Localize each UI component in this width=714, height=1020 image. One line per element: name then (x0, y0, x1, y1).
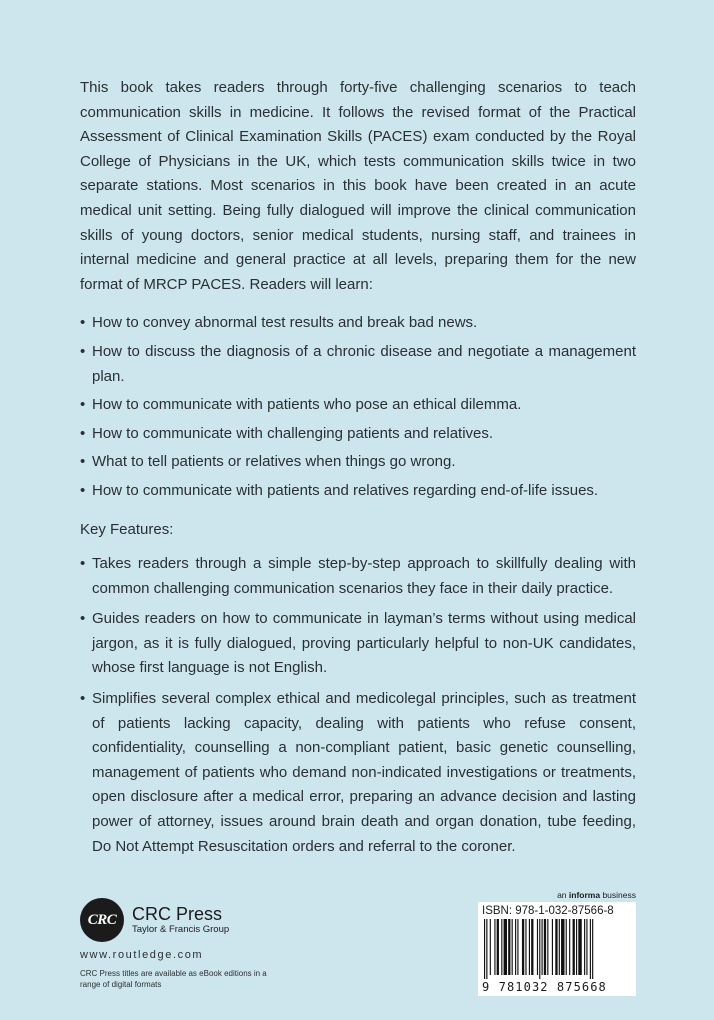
key-features-heading: Key Features: (80, 520, 174, 538)
publisher-logo (80, 898, 300, 942)
list-item: • What to tell patients or relatives when things go wrong. (80, 450, 636, 475)
barcode-bar (486, 919, 487, 979)
key-features-list (80, 552, 636, 859)
publisher-name: CRC Press (132, 903, 223, 924)
barcode-bar (515, 919, 516, 975)
barcode-area (478, 890, 636, 996)
list-item: • Guides readers on how to communicate in layman’s terms without using medical jargon, as it is fully dialogued, proving particularly helpful to non-UK candidates, whose first language is not English. (80, 607, 636, 681)
crc-logo-icon: CRC (80, 898, 124, 942)
publisher-block (80, 898, 300, 990)
barcode-bar (547, 919, 548, 975)
ebook-note: CRC Press titles are available as eBook editions in a range of digital formats (80, 969, 267, 989)
informa-label: an informa business (557, 890, 636, 900)
barcode-bar (586, 919, 587, 975)
list-item: • Simplifies several complex ethical and medicolegal principles, such as treatment of patients lacking capacity, dealing with patients who refuse consent, confidentiality, counselling a non-compliant patient, basic genetic counselling, management of patients who demand non-indicated investigations or treatments, open disclosure after a medical error, preparing an advance decision and lasting power of attorney, issues around brain death and organ donation, tube feeding, Do Not Attempt Resuscitation orders and referral to the coroner. (80, 687, 636, 859)
barcode-bar (555, 919, 557, 975)
barcode-bar (552, 919, 553, 975)
learning-list (80, 311, 636, 503)
barcode-bar (529, 919, 530, 975)
barcode-bar (504, 919, 507, 975)
barcode-bar (544, 919, 546, 975)
barcode-bar (592, 919, 593, 979)
barcode-bar (566, 919, 567, 975)
website-url: www.routledge.com (80, 949, 204, 961)
barcode-bar (569, 919, 570, 975)
barcode-bar (584, 919, 585, 975)
barcode-bar (542, 919, 543, 975)
list-item: • Takes readers through a simple step-by-step approach to skillfully dealing with common challenging communication scenarios they face in their daily practice. (80, 552, 636, 601)
barcode-bar (494, 919, 495, 975)
barcode-bar (497, 919, 499, 975)
publisher-group: Taylor & Francis Group (132, 923, 230, 935)
barcode-bar (576, 919, 577, 975)
barcode-bar (484, 919, 485, 979)
back-cover-text (80, 76, 636, 865)
barcode-bar (525, 919, 526, 975)
list-item: • How to discuss the diagnosis of a chronic disease and negotiate a management plan. (80, 340, 636, 389)
barcode-bar (517, 919, 518, 975)
list-item: • How to communicate with challenging patients and relatives. (80, 422, 636, 447)
barcode-bar (490, 919, 491, 975)
barcode-bar (539, 919, 540, 979)
barcode-bar (559, 919, 560, 975)
barcode-icon (482, 919, 632, 979)
list-item: • How to communicate with patients who pose an ethical dilemma. (80, 393, 636, 418)
barcode-box (478, 902, 636, 996)
barcode-bar (531, 919, 533, 975)
intro-paragraph: This book takes readers through forty-five challenging scenarios to teach communication skills in medicine. It follows the revised format of the Practical Assessment of Clinical Examination Skills (PACES) exam conducted by the Royal College of Physicians in the UK, which tests communication skills twice in two separate stations. Most scenarios in this book have been created in an acute medical unit setting. Being fully dialogued will improve the clinical communication skills of young doctors, senior medical students, nursing staff, and trainees in internal medicine and general practice at all levels, preparing them for the new format of MRCP PACES. Readers will learn: (80, 79, 636, 293)
barcode-number: 9 781032 875668 (482, 980, 607, 994)
list-item: • How to convey abnormal test results and break bad news. (80, 311, 636, 336)
barcode-bar (501, 919, 502, 975)
barcode-bar (578, 919, 581, 975)
barcode-bar (561, 919, 564, 975)
isbn-label: ISBN: 978-1-032-87566-8 (482, 905, 614, 917)
barcode-bar (512, 919, 513, 975)
barcode-bar (508, 919, 510, 975)
barcode-bar (573, 919, 575, 975)
list-item: • How to communicate with patients and relatives regarding end-of-life issues. (80, 479, 636, 504)
barcode-bar (590, 919, 591, 979)
barcode-bar (522, 919, 524, 975)
barcode-bar (537, 919, 538, 975)
